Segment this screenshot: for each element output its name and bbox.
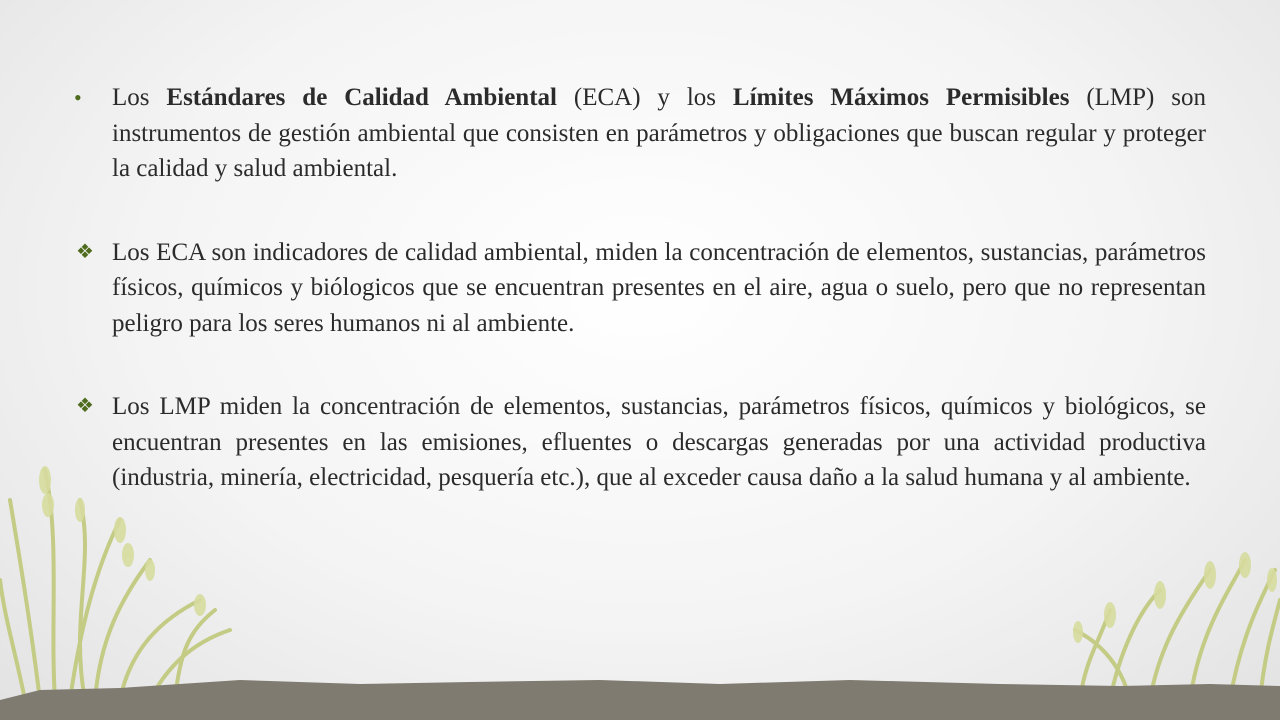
ground-shape (0, 680, 1280, 720)
content-area (72, 80, 1206, 496)
list-item (72, 80, 1206, 187)
item-text: Los ECA son indicadores de calidad ambiental, miden la concentración de elementos, sustancias, parámetros físicos, químicos y biólogicos que se encuentran presentes en el aire, agua o suelo, pero que no representan peligro para los seres humanos ni al ambiente. (112, 238, 1206, 337)
list-item (72, 389, 1206, 496)
diamond-bullet-icon: ❖ (76, 240, 94, 263)
item-text: Los LMP miden la concentración de elementos, sustancias, parámetros físicos, químicos y biológicos, se encuentran presentes en las emisiones, efluentes o descargas generadas por una actividad productiva (industria, minería, electricidad, pesquería etc.), que al exceder causa daño a la salud humana y al ambiente. (112, 393, 1206, 491)
diamond-bullet-icon: ❖ (76, 395, 94, 417)
item-text: Los Estándares de Calidad Ambiental (ECA) y los Límites Máximos Permisibles (LMP) son instrumentos de gestión ambiental que consisten en parámetros y obligaciones que buscan regular y proteger la calidad y salud ambiental. (112, 84, 1206, 182)
bullet-icon: • (74, 85, 82, 110)
right-grass-icon (1075, 560, 1280, 700)
left-grass-icon (0, 470, 230, 700)
list-item (72, 235, 1206, 342)
